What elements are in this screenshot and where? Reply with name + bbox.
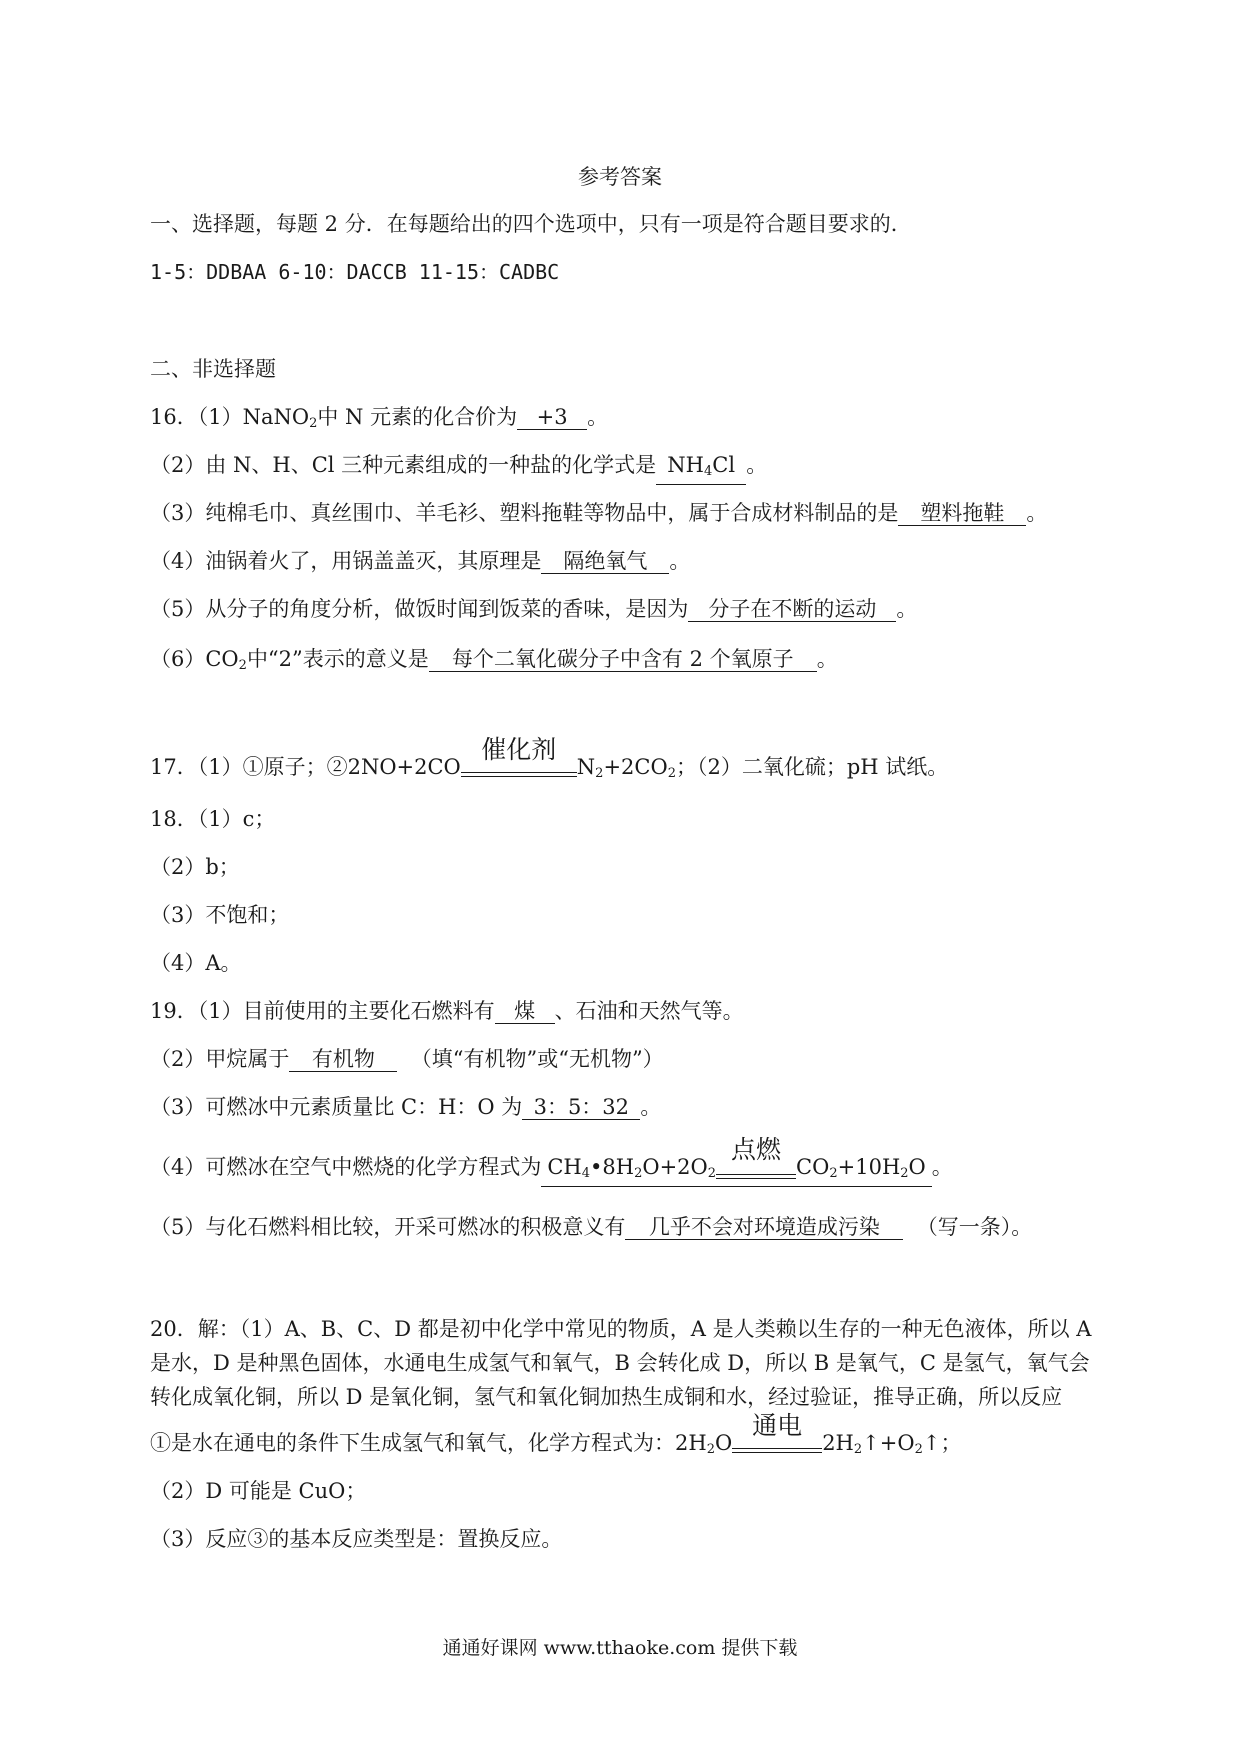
q20-para2: 是水，D 是种黑色固体，水通电生成氢气和氧气，B 会转化成 D，所以 B 是氧气，C 是氢气，氧气会 [150,1351,1090,1375]
q19-line2: （2）甲烷属于 有机物 （填“有机物”或“无机物”） [150,1047,664,1071]
q19-line1: 19．（1）目前使用的主要化石燃料有 煤 、石油和天然气等。 [150,999,744,1023]
q16-answer1: +3 [517,405,587,430]
q19-answer5: 几乎不会对环境造成污染 [625,1215,903,1240]
reaction-condition-ignite: 点燃 [716,1162,796,1186]
q16-answer2: $NH_4Cl$ [656,453,746,485]
footer-source: 通通好课网 www.tthaoke.com 提供下载 [442,1637,798,1659]
q18-line4: （4）A。 [150,951,242,975]
choice-answers: 1-5：DDBAA 6-10：DACCB 11-15：CADBC [150,260,560,284]
q20-line3: （3）反应③的基本反应类型是：置换反应。 [150,1527,563,1551]
q16-answer5: 分子在不断的运动 [688,597,896,622]
q16-line2: （2）由 N、H、Cl 三种元素组成的一种盐的化学式是 $NH_4Cl$ 。 [150,451,767,485]
q19-answer2: 有机物 [289,1047,397,1072]
reaction-condition-catalyst: 催化剂 [461,760,577,788]
q20-para4: ①是水在通电的条件下生成氢气和氧气，化学方程式为：$2H_2O$ 通电 $2H_2↑+O_2↑$； [150,1429,961,1464]
q16-line5: （5）从分子的角度分析，做饭时闻到饭菜的香味，是因为 分子在不断的运动 。 [150,597,918,621]
section2-heading: 二、非选择题 [150,357,276,381]
q19-line3: （3）可燃冰中元素质量比 C：H：O 为 3：5：32 。 [150,1095,662,1119]
q19-answer4: $CH_4•8H_2O+2O_2$ 点燃 $CO_2+10H_2O$ [541,1155,931,1187]
q20-para3: 转化成氧化铜，所以 D 是氧化铜，氢气和氧化铜加热生成铜和水，经过验证，推导正确，所以反应 [150,1385,1063,1409]
q20-para1: 20．解：（1）A、B、C、D 都是初中化学中常见的物质，A 是人类赖以生存的一种无色液体，所以 A [150,1317,1092,1341]
q18-line3: （3）不饱和； [150,903,290,927]
q16-line6: $(6)CO_2$中“2”表示的意义是 每个二氧化碳分子中含有 2 个氧原子 。 [150,647,838,673]
reaction-condition-electrolysis: 通电 [732,1436,822,1464]
q20-line2: （2）D 可能是 CuO； [150,1479,367,1503]
q19-line4: （4）可燃冰在空气中燃烧的化学方程式为 $CH_4•8H_2O+2O_2$ 点燃 $CO_2+10H_2O$ 。 [150,1153,953,1187]
q19-answer1: 煤 [495,999,555,1024]
q18-line2: （2）b； [150,855,240,879]
q18-line1: 18．（1）c； [150,807,276,831]
q19-answer3: 3：5：32 [522,1095,640,1120]
q16-answer6: 每个二氧化碳分子中含有 2 个氧原子 [429,647,817,672]
q16-line3: （3）纯棉毛巾、真丝围巾、羊毛衫、塑料拖鞋等物品中，属于合成材料制品的是 塑料拖鞋 。 [150,501,1048,525]
q19-line5: （5）与化石燃料相比较，开采可燃冰的积极意义有 几乎不会对环境造成污染 （写一条）。 [150,1215,1033,1239]
page-title: 参考答案 [578,165,662,189]
q17-line: 17．（1）①原子；②2NO+2CO 催化剂 $N_2+2CO_2$；（2）二氧化硫；pH 试纸。 [150,753,948,788]
q16-line1: 16．（1）NaNO$_2$中 N 元素的化合价为 +3 。 [150,405,609,431]
q16-line4: （4）油锅着火了，用锅盖盖灭，其原理是 隔绝氧气 。 [150,549,691,573]
q16-answer4: 隔绝氧气 [541,549,669,574]
q16-answer3: 塑料拖鞋 [898,501,1026,526]
section1-heading: 一、选择题，每题 2 分．在每题给出的四个选项中，只有一项是符合题目要求的． [150,212,912,236]
